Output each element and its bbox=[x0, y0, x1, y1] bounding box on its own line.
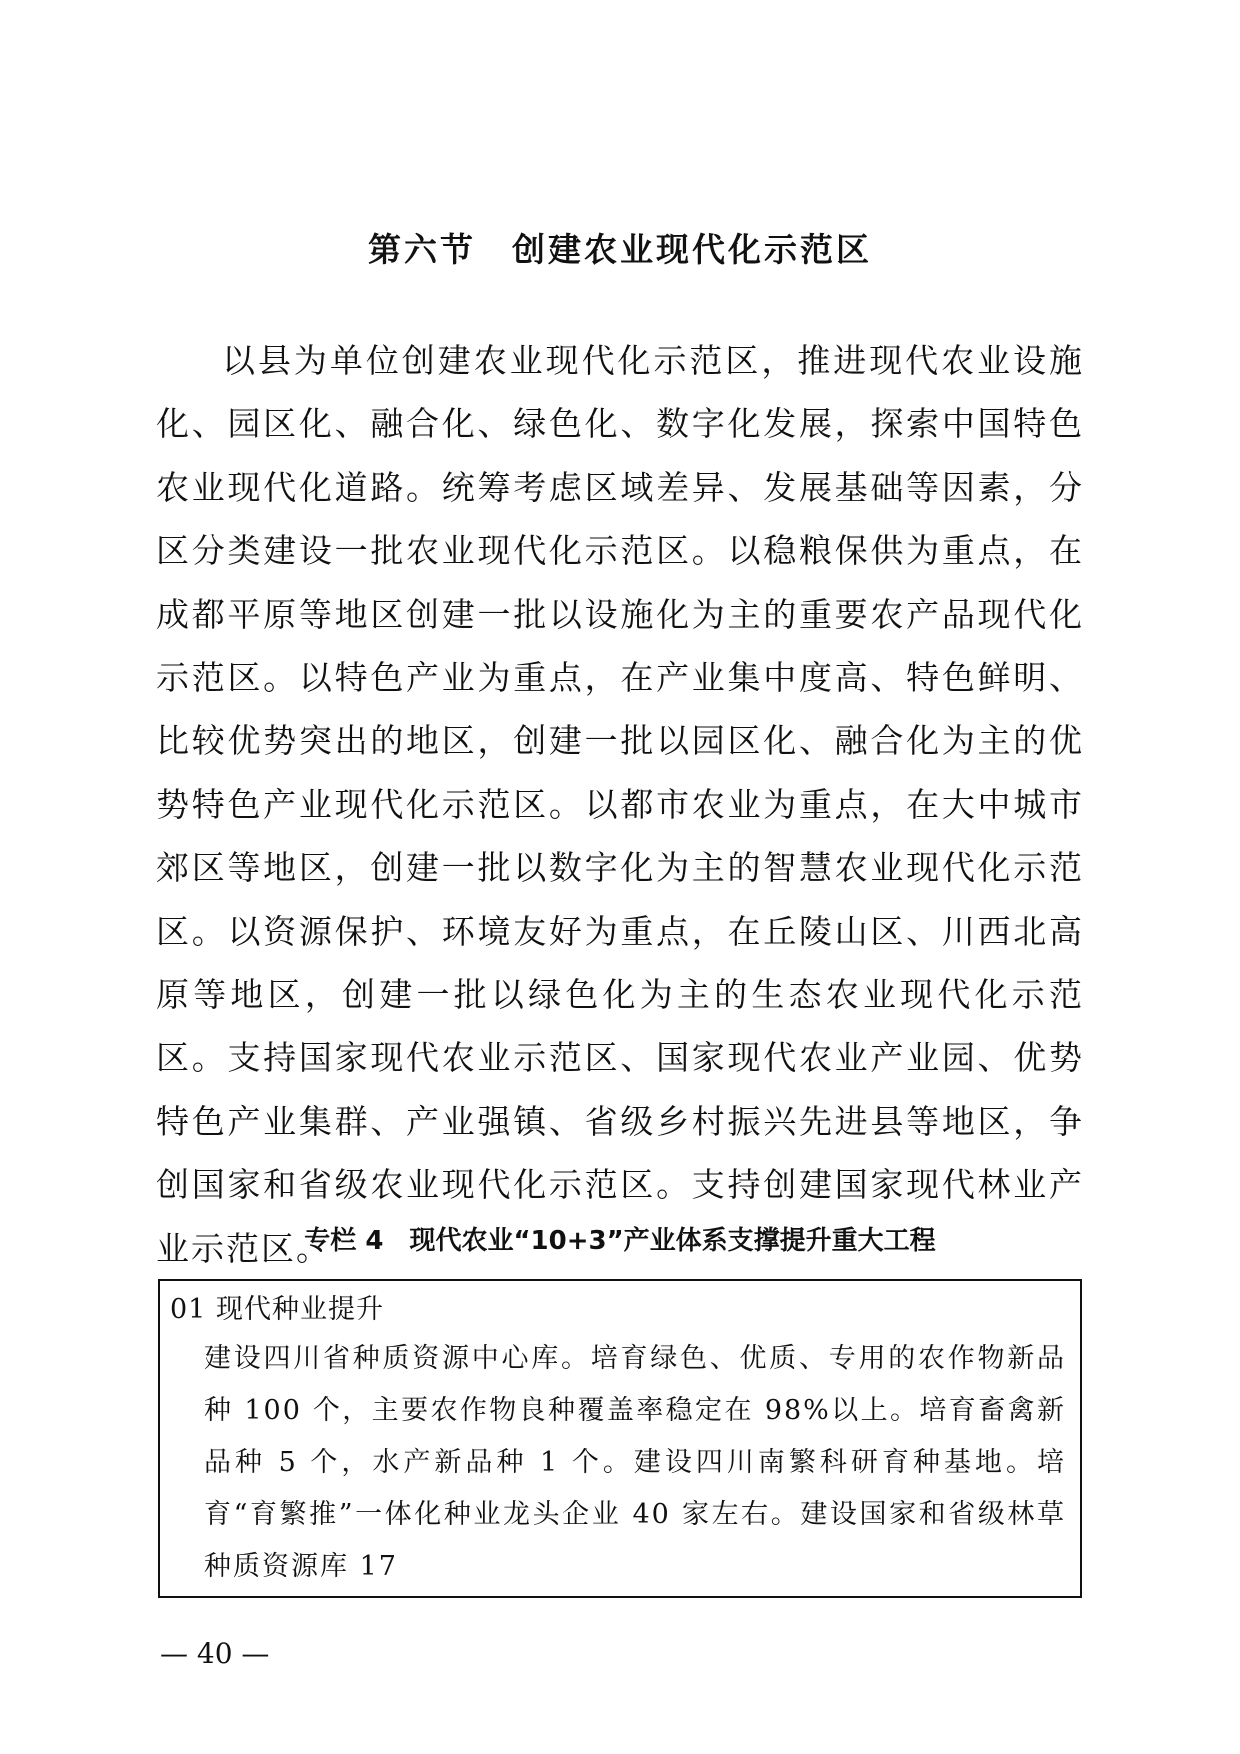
column-box bbox=[158, 1279, 1082, 1598]
page-number: — 40 — bbox=[160, 1637, 270, 1670]
column-box-title: 专栏 4 现代农业“10+3”产业体系支撑提升重大工程 bbox=[304, 1226, 936, 1256]
column-item-text: 建设四川省种质资源中心库。培育绿色、优质、专用的农作物新品种 100 个，主要农作物良种覆盖率稳定在 98%以上。培育畜禽新品种 5 个，水产新品种 1 个。建设四川南繁科研育种基地。培育“育繁推”一体化种业龙头企业 40 家左右。建设国家和省级林草种质资源库 17 bbox=[204, 1343, 1066, 1582]
section-title: 第六节 创建农业现代化示范区 bbox=[368, 230, 872, 269]
column-item-heading: 01 现代种业提升 bbox=[170, 1294, 384, 1325]
section-paragraph: 以县为单位创建农业现代化示范区，推进现代农业设施化、园区化、融合化、绿色化、数字化发展，探索中国特色农业现代化道路。统筹考虑区域差异、发展基础等因素，分区分类建设一批农业现代化示范区。以稳粮保供为重点，在成都平原等地区创建一批以设施化为主的重要农产品现代化示范区。以特色产业为重点，在产业集中度高、特色鲜明、比较优势突出的地区，创建一批以园区化、融合化为主的优势特色产业现代化示范区。以都市农业为重点，在大中城市郊区等地区，创建一批以数字化为主的智慧农业现代化示范区。以资源保护、环境友好为重点，在丘陵山区、川西北高原等地区，创建一批以绿色化为主的生态农业现代化示范区。支持国家现代农业示范区、国家现代农业产业园、优势特色产业集群、产业强镇、省级乡村振兴先进县等地区，争创国家和省级农业现代化示范区。支持创建国家现代林业产业示范区。 bbox=[156, 341, 1084, 1268]
